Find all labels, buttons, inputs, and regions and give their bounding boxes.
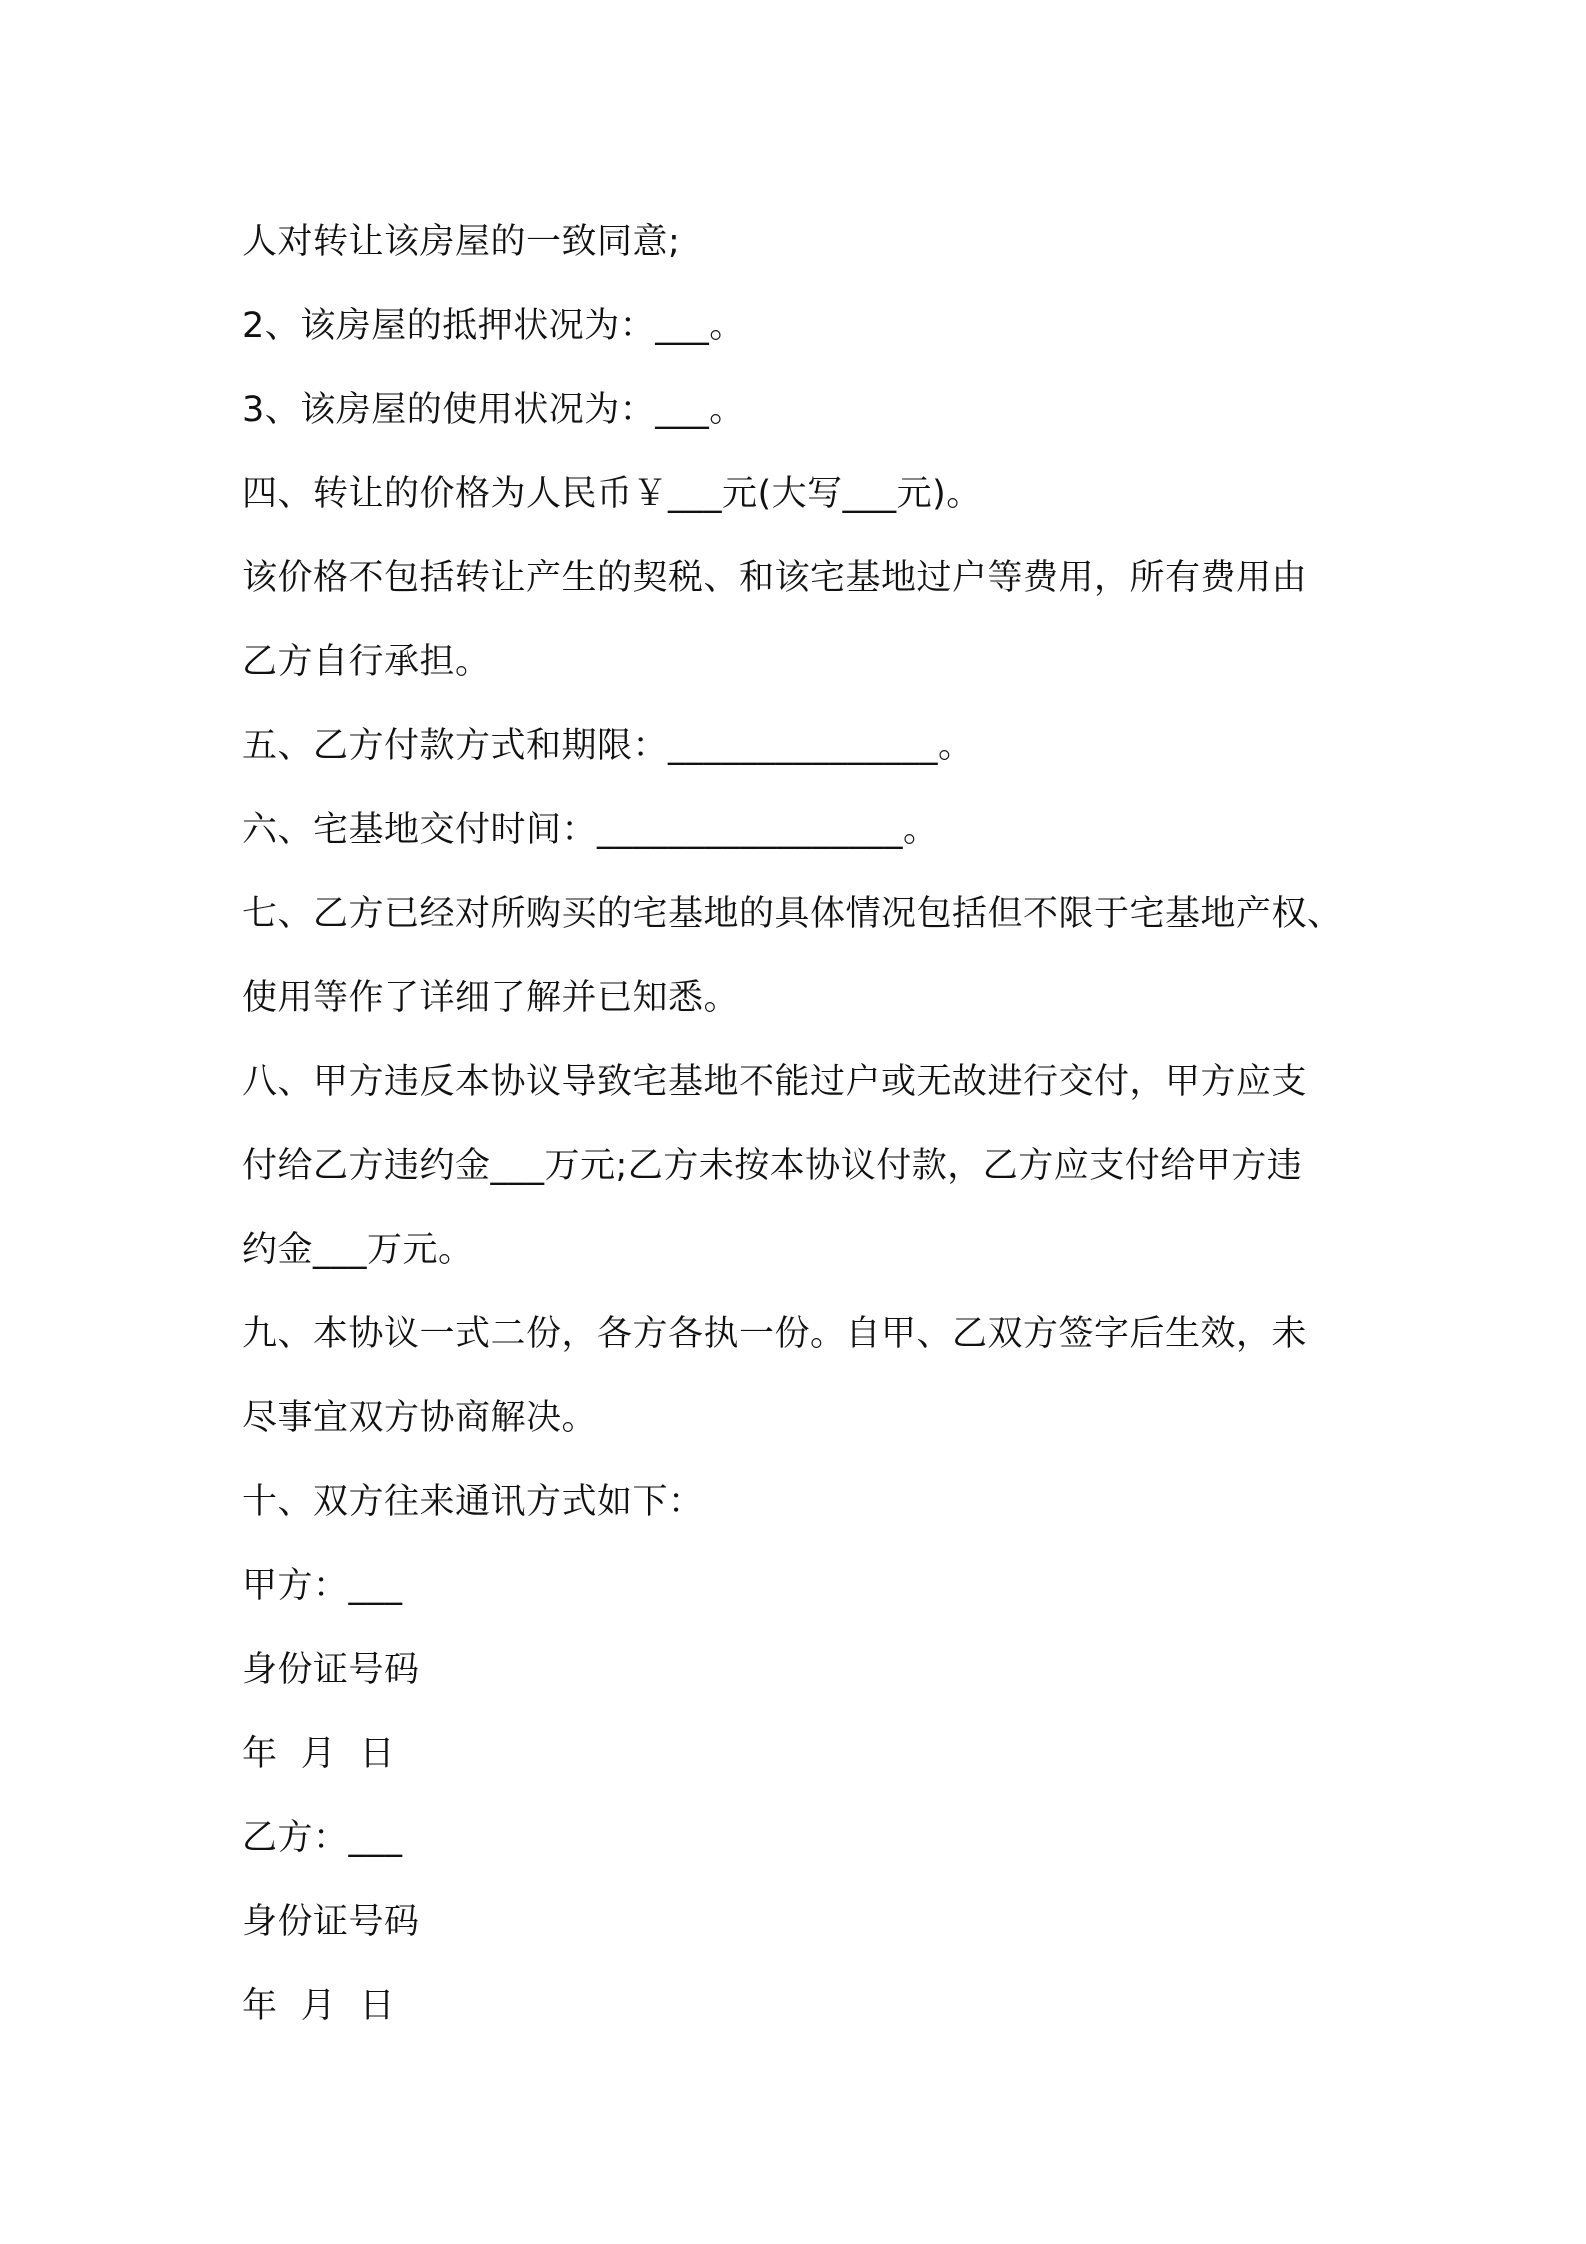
text-line-usage-status: 3、该房屋的使用状况为：___。 [242,390,745,430]
clause-eight-penalty-2: 付给乙方违约金___万元;乙方未按本协议付款，乙方应支付给甲方违 [242,1146,1303,1186]
clause-eight-penalty-1: 八、甲方违反本协议导致宅基地不能过户或无故进行交付，甲方应支 [242,1062,1308,1102]
party-a-date: 年 月 日 [242,1734,396,1774]
clause-seven-knowledge-1: 七、乙方已经对所购买的宅基地的具体情况包括但不限于宅基地产权、 [242,894,1343,934]
party-b-date: 年 月 日 [242,1986,396,2026]
party-b-id-number: 身份证号码 [242,1902,420,1942]
party-a-signature: 甲方：___ [242,1566,403,1606]
text-line-continuation: 人对转让该房屋的一致同意; [242,222,681,262]
text-line-mortgage-status: 2、该房屋的抵押状况为：___。 [242,306,745,346]
party-b-signature: 乙方：___ [242,1818,403,1858]
clause-four-price: 四、转让的价格为人民币￥___元(大写___元)。 [242,474,982,514]
clause-seven-knowledge-2: 使用等作了详细了解并已知悉。 [242,978,740,1018]
clause-eight-penalty-3: 约金___万元。 [242,1230,474,1270]
clause-nine-copies-1: 九、本协议一式二份，各方各执一份。自甲、乙双方签字后生效，未 [242,1314,1308,1354]
clause-four-fees-1: 该价格不包括转让产生的契税、和该宅基地过户等费用，所有费用由 [242,558,1308,598]
clause-five-payment: 五、乙方付款方式和期限：_______________。 [242,726,974,766]
clause-four-fees-2: 乙方自行承担。 [242,642,491,682]
document-body [242,200,1372,2048]
clause-ten-contact: 十、双方往来通讯方式如下： [242,1482,704,1522]
party-a-id-number: 身份证号码 [242,1650,420,1690]
clause-nine-copies-2: 尽事宜双方协商解决。 [242,1398,598,1438]
clause-six-delivery: 六、宅基地交付时间：_________________。 [242,810,939,850]
